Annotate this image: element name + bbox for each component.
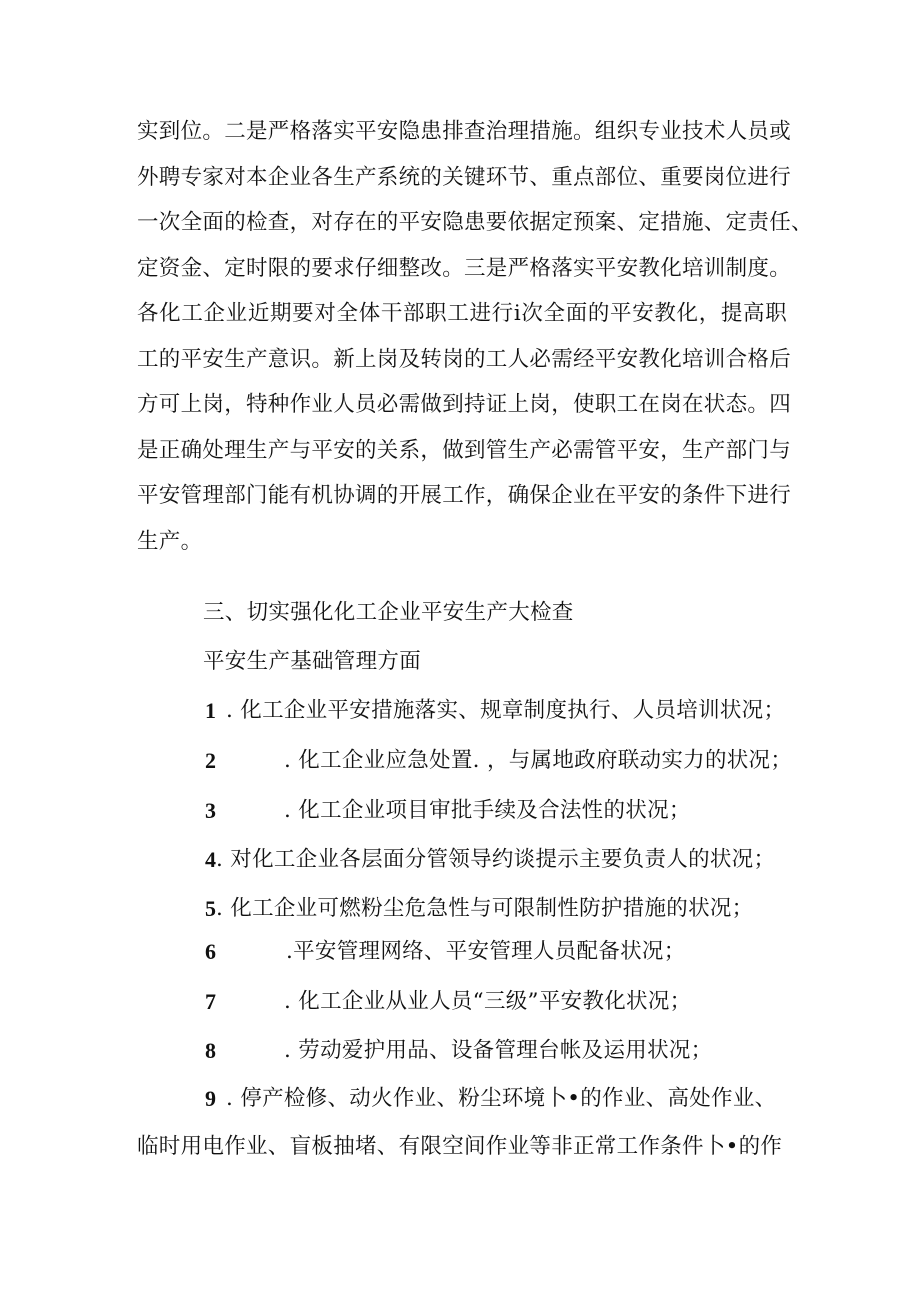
body-line: 一次全面的检查，对存在的平安隐患要依据定预案、定措施、定责任、	[137, 210, 813, 235]
section-heading: 三、切实强化化工企业平安生产大检查	[203, 600, 574, 625]
body-line: 是正确处理生产与平安的关系，做到管生产必需管平安，生产部门与	[137, 437, 792, 463]
body-line: 平安管理部门能有机协调的开展工作，确保企业在平安的条件下进行	[137, 483, 792, 508]
item-text: . 化工企业从业人员“三级”平安教化状况；	[284, 989, 692, 1014]
item-number: 8	[205, 1038, 217, 1063]
item-text: . 劳动爱护用品、设备管理台帐及运用状况；	[284, 1038, 713, 1063]
item-number: 5	[205, 896, 217, 921]
item-number: 6	[205, 939, 217, 964]
sub-heading: 平安生产基础管理方面	[203, 649, 422, 674]
item-number: 7	[205, 989, 217, 1014]
item-text: . 化工企业可燃粉尘危急性与可限制性防护措施的状况；	[216, 896, 754, 921]
item-text: . 停产检修、动火作业、粉尘环境卜•的作业、高处作业、	[226, 1086, 777, 1111]
item-text: . 化工企业平安措施落实、规章制度执行、人员培训状况；	[226, 698, 786, 723]
item-number: 2	[205, 748, 217, 773]
item-number: 1	[205, 698, 217, 723]
body-paragraph	[137, 109, 813, 564]
continuation-line: 临时用电作业、盲板抽堵、有限空间作业等非正常工作条件卜•的作	[137, 1134, 783, 1159]
item-text: . 化工企业项目审批手续及合法性的状况；	[284, 798, 691, 823]
item-text: .平安管理网络、平安管理人员配备状况；	[286, 939, 686, 964]
body-line: 实到位。二是严格落实平安隐患排查治理措施。组织专业技术人员或	[137, 119, 792, 144]
body-line: 定资金、定时限的要求仔细整改。三是严格落实平安教化培训制度。	[137, 255, 792, 281]
body-line: 外聘专家对本企业各生产系统的关键环节、重点部位、重要岗位进行	[137, 164, 792, 190]
item-number: 9	[205, 1086, 217, 1111]
item-text: . 化工企业应急处置. ，与属地政府联动实力的状况；	[284, 748, 793, 773]
body-line: 工的平安生产意识。新上岗及转岗的工人必需经平安教化培训合格后	[137, 346, 792, 372]
item-number: 4	[205, 847, 217, 872]
item-text: . 对化工企业各层面分管领导约谈提示主要负责人的状况；	[216, 847, 776, 872]
body-line: 生产。	[137, 528, 203, 554]
body-line: 各化工企业近期要对全体干部职工进行i次全面的平安教化，提高职	[137, 301, 787, 326]
body-line: 方可上岗，特种作业人员必需做到持证上岗，使职工在岗在状态。四	[137, 392, 792, 417]
item-number: 3	[205, 798, 217, 823]
